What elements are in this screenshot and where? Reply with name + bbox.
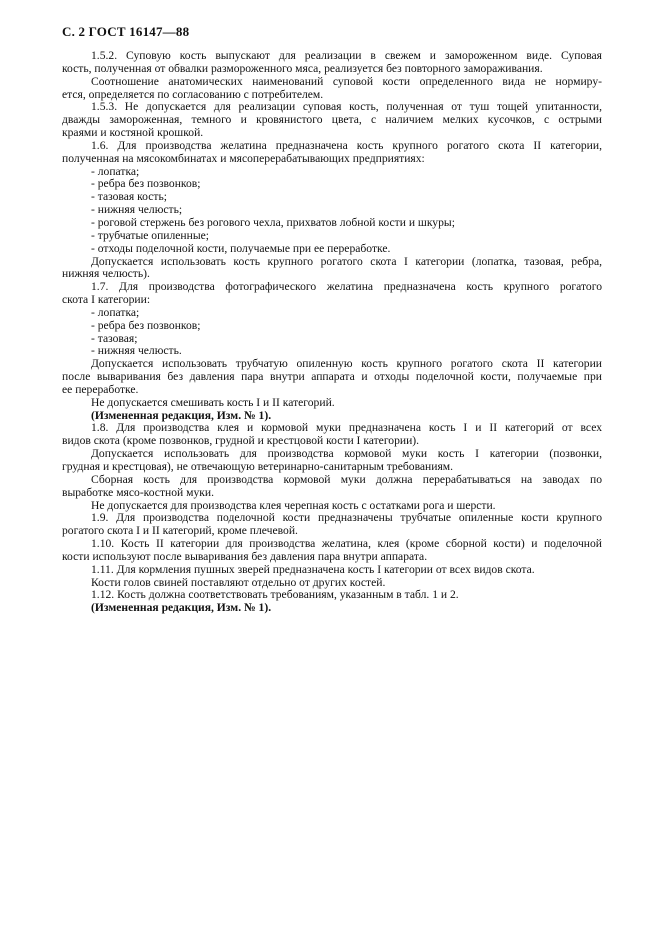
text-line: ее переработке.: [62, 382, 139, 396]
text-line: Допускается использовать трубчатую опиленную кость крупного рогатого скота II категории: [91, 357, 602, 371]
text-line: краями и костяной крошкой.: [62, 126, 204, 140]
list-item: - ребра без позвонков;: [91, 177, 201, 191]
document-body: [62, 50, 602, 615]
text-line: видов скота (кроме позвонков, грудной и крестцовой кости I категории).: [62, 434, 420, 448]
text-line: 1.6. Для производства желатина предназначена кость крупного рогатого скота II категории,: [91, 138, 602, 152]
text-line: 1.5.3. Не допускается для реализации суповая кость, полученная от туш тощей упитанности,: [91, 100, 602, 114]
list-item: - лопатка;: [91, 164, 140, 178]
text-line: выработке мясо-костной муки.: [62, 485, 214, 499]
text-line: 1.12. Кость должна соответствовать требованиям, указанным в табл. 1 и 2.: [91, 588, 459, 602]
text-line: 1.7. Для производства фотографического желатина предназначена кость крупного рогатого: [91, 280, 602, 294]
text-line: Не допускается смешивать кость I и II категорий.: [91, 395, 335, 409]
list-item: - тазовая кость;: [91, 190, 167, 204]
text-line: грудная и крестцовая), не отвечающую ветеринарно-санитарным требованиям.: [62, 460, 454, 473]
text-line: 1.9. Для производства поделочной кости предназначены трубчатые опиленные кости крупного: [91, 511, 602, 525]
text-line: Допускается использовать для производства кормовой муки кость I категории (позвонки,: [91, 447, 602, 461]
text-line: кость, полученная от обвалки размороженного мяса, реализуется без повторного замораживания.: [62, 61, 543, 75]
list-item: - лопатка;: [91, 305, 140, 319]
text-line: 1.5.2. Суповую кость выпускают для реализации в свежем и замороженном виде. Суповая: [91, 49, 602, 62]
text-line: ется, определяется по согласованию с потребителем.: [62, 87, 324, 101]
text-line: Соотношение анатомических наименований суповой кости определенного вида не нормиру-: [91, 74, 602, 88]
text-line: Допускается использовать кость крупного рогатого скота I категории (лопатка, тазовая, ребра,: [91, 254, 602, 268]
text-line: нижняя челюсть).: [62, 267, 150, 281]
text-line: Не допускается для производства клея черепная кость с остатками рога и шерсти.: [91, 498, 496, 512]
list-item: - отходы поделочной кости, получаемые при ее переработке.: [91, 241, 391, 255]
list-item: - трубчатые опиленные;: [91, 228, 209, 242]
list-item: - роговой стержень без рогового чехла, прихватов лобной кости и шкуры;: [91, 215, 455, 229]
list-item: - нижняя челюсть;: [91, 203, 183, 217]
text-line: после вываривания без давления пара внутри аппарата и отходы поделочной кости, получаемые при: [62, 370, 602, 384]
list-item: - нижняя челюсть.: [91, 344, 182, 358]
text-line: рогатого скота I и II категорий, кроме плечевой.: [62, 524, 298, 538]
text-line: 1.11. Для кормления пушных зверей предназначена кость I категории от всех видов скота.: [91, 562, 535, 576]
text-line: Кости голов свиней поставляют отдельно от других костей.: [91, 575, 386, 589]
page-header: С. 2 ГОСТ 16147—88: [62, 24, 190, 39]
amendment-note: (Измененная редакция, Изм. № 1).: [91, 601, 272, 615]
text-line: Сборная кость для производства кормовой муки должна перерабатываться на заводах по: [91, 472, 602, 486]
list-item: - тазовая;: [91, 331, 138, 345]
text-line: кости используют после вываривания без давления пара внутри аппарата.: [62, 549, 428, 563]
list-item: - ребра без позвонков;: [91, 318, 201, 332]
amendment-note: (Измененная редакция, Изм. № 1).: [91, 408, 272, 422]
text-line: 1.10. Кость II категории для производства желатина, клея (кроме сборной кости) и поделочной: [91, 537, 602, 551]
text-line: 1.8. Для производства клея и кормовой муки предназначена кость I и II категорий от всех: [91, 421, 602, 435]
text-line: скота I категории:: [62, 293, 151, 307]
text-line: полученная на мясокомбинатах и мясоперерабатывающих предприятиях:: [62, 151, 425, 165]
text-line: дважды замороженная, темного и кровянистого цвета, с наличием мелких кусочков, с острыми: [62, 113, 602, 127]
